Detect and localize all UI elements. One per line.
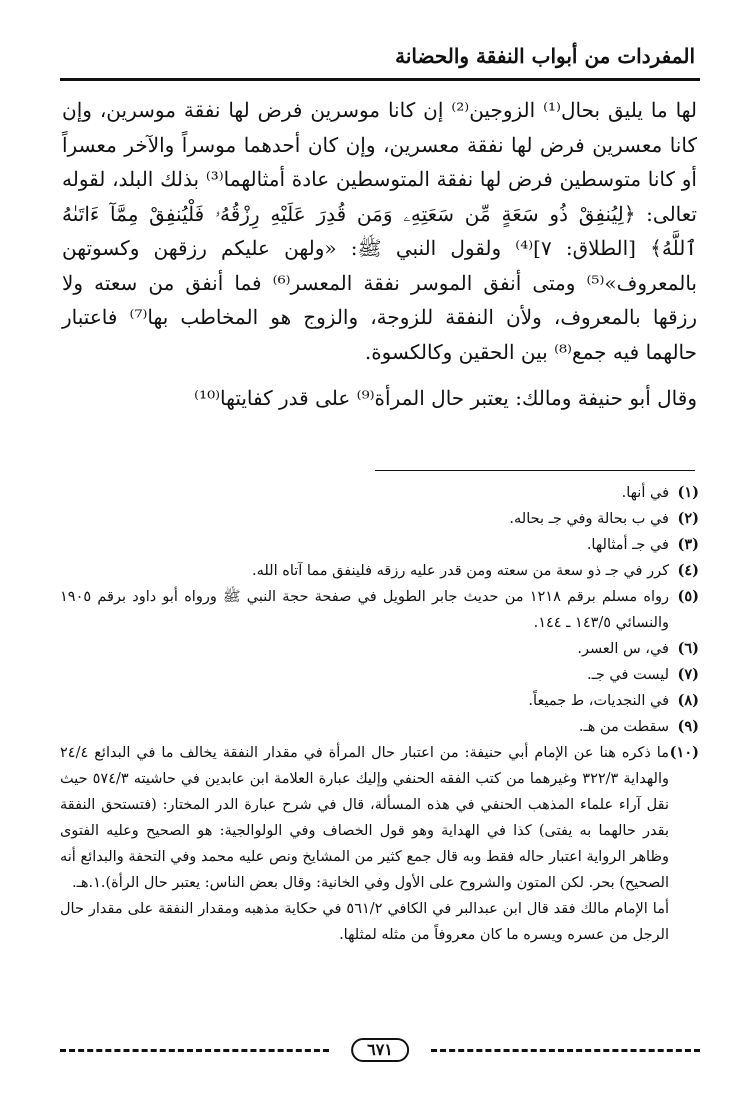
footnote-item	[60, 506, 699, 532]
footnote-number: (٧)	[677, 666, 699, 683]
page-number: ٦٧١	[351, 1038, 409, 1062]
footnotes-list	[60, 480, 699, 948]
footnote-number: (١)	[677, 484, 699, 501]
footnote-text: كرر في جـ ذو سعة من سعته ومن قدر عليه رزقه فلينفق مما آتاه الله.	[252, 563, 669, 579]
footnote-text: ليست في جـ.	[586, 667, 669, 683]
main-body-text	[62, 93, 697, 416]
body-paragraph-2: وقال أبو حنيفة ومالك: يعتبر حال المرأة⁽⁹⁾ على قدر كفايتها⁽¹⁰⁾	[194, 386, 697, 410]
footnote-number: (٣)	[677, 536, 699, 553]
header-rule	[60, 78, 700, 81]
running-header-title: المفردات من أبواب النفقة والحضانة	[395, 44, 695, 68]
footnote-item	[60, 532, 699, 558]
footnote-item	[60, 558, 699, 584]
footnote-number: (١٠)	[669, 744, 699, 761]
footnote-item	[60, 688, 699, 714]
footnote-number: (٩)	[677, 718, 699, 735]
footnote-text: في أنها.	[621, 485, 669, 501]
footnote-number: (٨)	[677, 692, 699, 709]
footnote-item	[60, 662, 699, 688]
footnote-text: في ب بحالة وفي جـ بحاله.	[509, 511, 669, 527]
footnote-number: (٢)	[677, 510, 699, 527]
footnote-separator	[375, 470, 695, 471]
footer-ornament-right	[431, 1049, 700, 1052]
footnote-number: (٥)	[677, 588, 699, 605]
footnote-text	[60, 740, 669, 948]
footnote-number: (٦)	[677, 640, 699, 657]
footnote-item	[60, 480, 699, 506]
footer-ornament-left	[60, 1049, 329, 1052]
footnote-item	[60, 584, 699, 636]
footnote-item	[60, 714, 699, 740]
footnote-text: في جـ أمثالها.	[586, 537, 669, 553]
footnote-text: في النجديات، ط جميعاً.	[528, 693, 669, 709]
footnote-text: سقطت من هـ.	[578, 719, 669, 735]
footnote-item	[60, 740, 699, 948]
footnote-text-continuation: أما الإمام مالك فقد قال ابن عبدالبر في الكافي ٥٦١/٢ في حكاية مذهبه ومقدار النفقة على مقدار حال الرجل من عسره ويسره ما كان معروفاً من مثله لمثلها.	[60, 901, 669, 943]
footnote-item	[60, 636, 699, 662]
footnote-text: رواه مسلم برقم ١٢١٨ من حديث جابر الطويل في صفحة حجة النبي ﷺ ورواه أبو داود برقم ١٩٠٥ والنسائي ١٤٣/٥ ـ ١٤٤.	[60, 589, 669, 631]
page-footer	[60, 1038, 700, 1062]
footnote-number: (٤)	[677, 562, 699, 579]
body-paragraph-1: لها ما يليق بحال⁽¹⁾ الزوجين⁽²⁾ إن كانا موسرين فرض لها نفقة موسرين، وإن كانا معسرين فرض لها نفقة معسرين، وإن كان أحدهما موسراً والآخر معسراً أو كانا متوسطين فرض لها نفقة المتوسطين عادة أمثالهما⁽³⁾ بذلك البلد، لقوله تعالى: ﴿لِيُنفِقْ ذُو سَعَةٍ مِّن سَعَتِهِۦ وَمَن قُدِرَ عَلَيْهِ رِزْقُهُۥ فَلْيُنفِقْ مِمَّآ ءَاتَىٰهُ ٱللَّهُ﴾ [الطلاق: ٧]⁽⁴⁾ ولقول النبي ﷺ: «ولهن عليكم رزقهن وكسوتهن بالمعروف»⁽⁵⁾ ومتى أنفق الموسر نفقة المعسر⁽⁶⁾ فما أنفق من سعته ولا رزقها بالمعروف، ولأن النفقة للزوجة، والزوج هو المخاطب بها⁽⁷⁾ فاعتبار حالهما فيه جمع⁽⁸⁾ بين الحقين وكالكسوة.	[62, 98, 698, 364]
footnote-text-main: ما ذكره هنا عن الإمام أبي حنيفة: من اعتبار حال المرأة في مقدار النفقة يخالف ما في البدائع ٢٤/٤ والهداية ٣٢٢/٣ وغيرهما من كتب الفقه الحنفي وإليك عبارة العلامة ابن عابدين في حاشيته ٥٧٤/٣ حيث نقل آراء علماء المذهب الحنفي في هذه المسألة، قال في شرح عبارة الدر المختار: (فتستحق النفقة بقدر حالهما به يفتى) كذا في الهداية وهو قول الخصاف وفي الولوالجية: هو الصحيح وعليه الفتوى وظاهر الرواية اعتبار حاله فقط وبه قال جمع كثير من المشايخ ونص عليه محمد وفي التحفة والبدائع أنه الصحيح) بحر. لكن المتون والشروح على الأول وفي الخانية: وقال بعض الناس: يعتبر حال الرأة).١.هـ.	[60, 745, 669, 891]
footnote-text: في، س العسر.	[577, 641, 669, 657]
